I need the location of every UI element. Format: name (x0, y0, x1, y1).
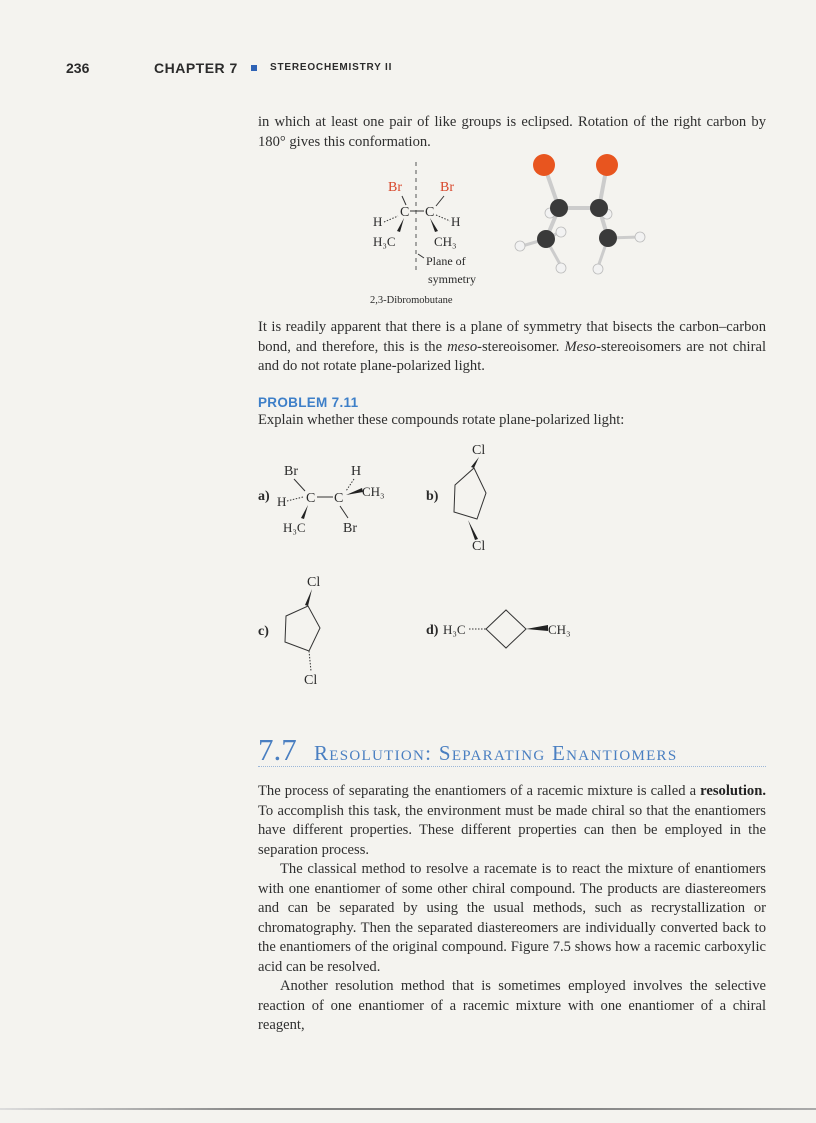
b-cl-top: Cl (472, 443, 486, 458)
problem-prompt (258, 411, 766, 431)
meso-text-1: It is readily apparent that there is a plane of symmetry that bisects the carbon–carbon bond, and therefore, this is the (258, 319, 766, 355)
header-bullet (251, 65, 257, 71)
body-text (258, 782, 766, 1036)
a-c1: C (306, 491, 316, 506)
body-paragraph-2: The classical method to resolve a racemate is to react the mixture of enantiomers with one enantiomer of some other chiral compound. The products are diastereomers and can be separated by using the usual methods, such as recrystallization or chromatography. Then the separated diastereomers are individually converted back to the enantiomers of the original compound. Figure 7.5 shows how a racemic carboxylic acid can be resolved. (258, 861, 766, 975)
ch3-right: CH₃ (434, 234, 457, 249)
problem-prompt-text: Explain whether these compounds rotate plane-polarized light: (258, 412, 625, 428)
br-right: Br (440, 180, 454, 195)
meso-text-3: -stereoisomers are not chiral and do not rotate plane-polarized light. (258, 338, 766, 374)
carbon-atom (537, 230, 555, 248)
p1-bold-term: resolution. (700, 783, 766, 799)
carbon-atom (599, 229, 617, 247)
intro-text: in which at least one pair of like groups is eclipsed. Rotation of the right carbon by 180° gives this conformation. (258, 114, 766, 150)
a-c2: C (334, 491, 344, 506)
d-h3c-left: H₃C (443, 622, 466, 637)
carbon-atom (590, 199, 608, 217)
chapter-subtitle: STEREOCHEMISTRY II (270, 62, 393, 73)
b-cl-bottom: Cl (472, 539, 486, 554)
label-c: c) (258, 624, 269, 639)
meso-italic-2: Meso (564, 338, 597, 355)
h-left: H (373, 214, 383, 229)
ball-stick-model (515, 154, 645, 274)
h3c-left: H₃C (373, 234, 396, 249)
c-left: C (400, 205, 410, 220)
body-paragraph-3: Another resolution method that is sometimes employed involves the selective reaction of one enantiomer of a racemic mixture with one enantiomer of a chiral reagent, (258, 978, 766, 1033)
p1-end: To accomplish this task, the environment must be made chiral so that the enantiomers have different properties. These different properties can then be employed in the separation process. (258, 802, 766, 858)
problem-structures (250, 435, 770, 695)
a-br-top: Br (284, 464, 298, 479)
a-h-left: H (277, 494, 287, 509)
br-left: Br (388, 180, 402, 195)
a-h-top: H (351, 464, 362, 479)
section-title: Resolution: Separating Enantiomers (314, 741, 678, 765)
meso-paragraph (258, 318, 766, 377)
p1-start: The process of separating the enantiomers of a racemic mixture is called a (258, 783, 701, 799)
label-b: b) (426, 489, 439, 504)
c-cl-top: Cl (307, 575, 321, 590)
page-number: 236 (66, 60, 90, 76)
meso-text-2: -stereoisomer. (477, 338, 565, 355)
label-a: a) (258, 489, 270, 504)
figure-caption: 2,3-Dibromobutane (370, 295, 453, 306)
bromine-atom-left (533, 154, 555, 176)
label-d: d) (426, 623, 439, 638)
h-right: H (451, 214, 461, 229)
section-number: 7.7 (258, 732, 297, 767)
intro-paragraph (258, 113, 766, 152)
bottom-rule (0, 1108, 816, 1110)
d-ch3-right: CH₃ (548, 622, 571, 637)
a-ch3-right: CH₃ (362, 484, 385, 499)
chapter-label: CHAPTER 7 (154, 60, 238, 76)
c-right: C (425, 205, 435, 220)
meso-italic-1: meso (447, 338, 478, 355)
a-br-bottom: Br (343, 521, 357, 536)
body-paragraph-1 (258, 782, 766, 860)
plane-label-line2: symmetry (428, 272, 476, 286)
a-h3c-bottom: H₃C (283, 520, 306, 535)
plane-label-line1: Plane of (426, 254, 466, 268)
dibromobutane-figure (360, 150, 660, 310)
section-rule (258, 766, 766, 767)
problem-title: PROBLEM 7.11 (258, 395, 359, 410)
bromine-atom-right (596, 154, 618, 176)
carbon-atom (550, 199, 568, 217)
c-cl-bottom: Cl (304, 673, 318, 688)
